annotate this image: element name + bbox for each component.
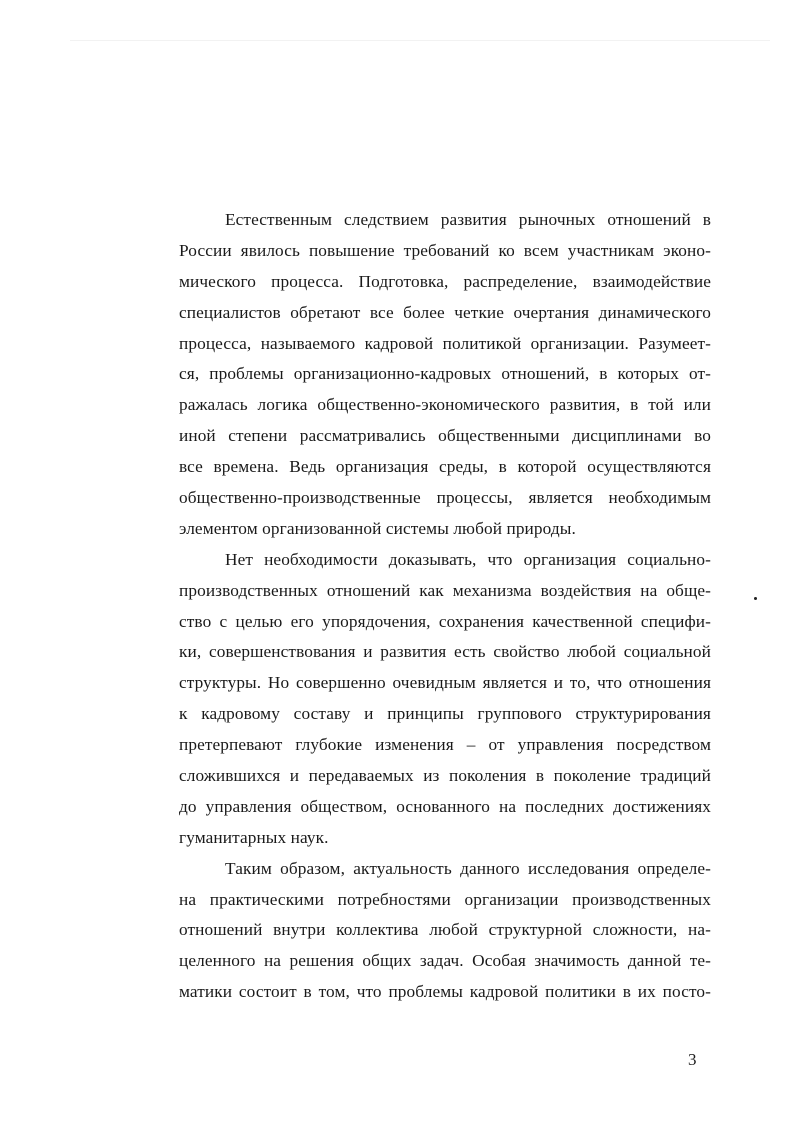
paragraph: [179, 854, 711, 1008]
body-text: [179, 205, 711, 1008]
text-line: все времена. Ведь организация среды, в которой осуществляются: [179, 457, 711, 477]
text-line: Нет необходимости доказывать, что организация социально-: [225, 549, 711, 569]
text-line: процесса, называемого кадровой политикой организации. Разумеет-: [179, 333, 711, 353]
paragraph: [179, 205, 711, 545]
page-number: 3: [688, 1050, 697, 1069]
text-line: к кадровому составу и принципы группового структурирования: [179, 704, 711, 724]
text-line: структуры. Но совершенно очевидным является и то, что отношения: [179, 673, 711, 693]
text-line: производственных отношений как механизма воздействия на обще-: [179, 580, 711, 600]
text-line: ся, проблемы организационно-кадровых отношений, в которых от-: [179, 364, 711, 384]
text-line: ство с целью его упорядочения, сохранения качественной специфи-: [179, 611, 711, 631]
scan-speck: [754, 597, 757, 600]
text-line: ки, совершенствования и развития есть свойство любой социальной: [179, 642, 711, 662]
text-line: гуманитарных наук.: [179, 827, 329, 847]
scan-edge: [70, 40, 770, 45]
text-line: сложившихся и передаваемых из поколения в поколение традиций: [179, 766, 711, 786]
text-line: России явилось повышение требований ко всем участникам эконо-: [179, 240, 711, 260]
text-line: мического процесса. Подготовка, распределение, взаимодействие: [179, 271, 711, 291]
text-line: матики состоит в том, что проблемы кадровой политики в их посто-: [179, 982, 711, 1002]
text-line: элементом организованной системы любой природы.: [179, 518, 576, 538]
text-line: ражалась логика общественно-экономического развития, в той или: [179, 395, 711, 415]
text-line: целенного на решения общих задач. Особая значимость данной те-: [179, 951, 711, 971]
text-line: Таким образом, актуальность данного исследования определе-: [225, 858, 711, 878]
text-line: иной степени рассматривались общественными дисциплинами во: [179, 426, 711, 446]
text-line: отношений внутри коллектива любой структурной сложности, на-: [179, 920, 711, 940]
text-line: специалистов обретают все более четкие очертания динамического: [179, 302, 711, 322]
text-line: до управления обществом, основанного на последних достижениях: [179, 796, 711, 816]
text-line: общественно-производственные процессы, является необходимым: [179, 488, 711, 508]
text-line: Естественным следствием развития рыночных отношений в: [225, 210, 711, 229]
text-line: на практическими потребностями организации производственных: [179, 889, 711, 909]
text-line: претерпевают глубокие изменения – от управления посредством: [179, 735, 711, 755]
paragraph: [179, 545, 711, 854]
